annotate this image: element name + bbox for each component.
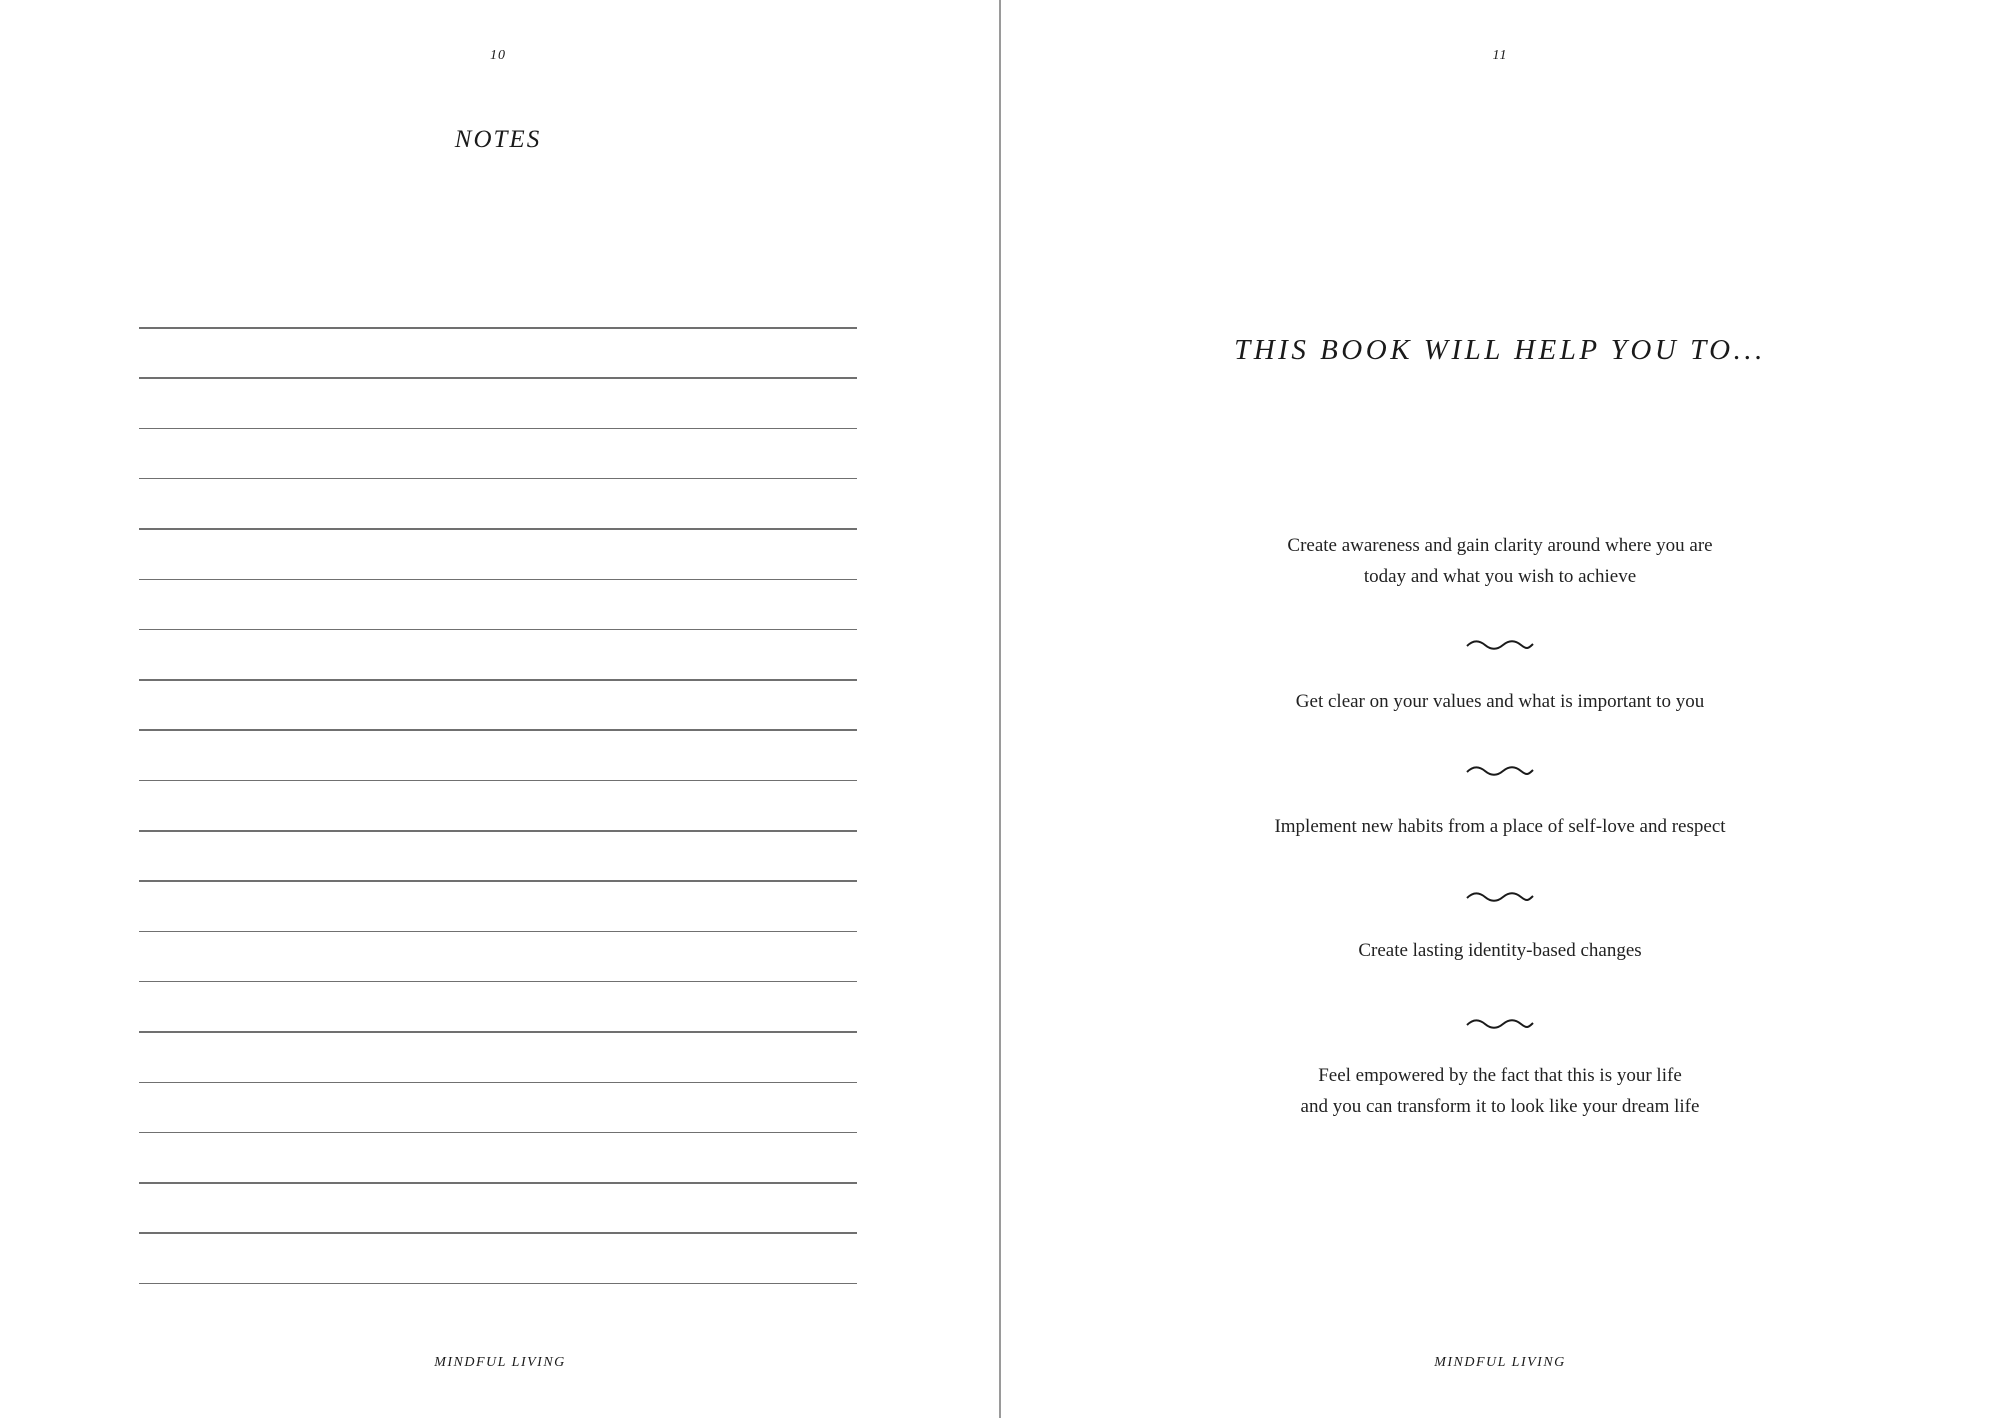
- notes-rule-line: [139, 377, 857, 379]
- benefit-1-line-1: Create awareness and gain clarity around where you are: [1287, 535, 1713, 556]
- benefit-item-3: [1000, 811, 2000, 842]
- notes-heading: [0, 126, 1000, 154]
- notes-rule-line: [139, 579, 857, 581]
- benefit-2-line-1: Get clear on your values and what is important to you: [1295, 691, 1705, 712]
- benefit-5-line-2: and you can transform it to look like your dream life: [1300, 1096, 1700, 1117]
- page-number-left-text: 10: [490, 48, 506, 63]
- benefit-5-line-1: Feel empowered by the fact that this is your life: [1318, 1065, 1682, 1086]
- benefit-item-5: [1000, 1060, 2000, 1122]
- notes-ruled-lines: [139, 327, 857, 1287]
- notes-rule-line: [139, 679, 857, 681]
- benefit-item-2: [1000, 686, 2000, 717]
- benefit-1-line-2: today and what you wish to achieve: [1363, 566, 1637, 587]
- wave-divider-icon: [1465, 764, 1535, 778]
- notes-rule-line: [139, 528, 857, 530]
- page-number-left: [0, 48, 1000, 64]
- notes-rule-line: [139, 1132, 857, 1134]
- wave-divider-icon: [1465, 890, 1535, 904]
- notes-rule-line: [139, 1182, 857, 1184]
- notes-rule-line: [139, 1232, 857, 1234]
- page-number-right-text: 11: [1492, 48, 1508, 63]
- wave-divider-icon: [1465, 1017, 1535, 1031]
- benefit-3-line-1: Implement new habits from a place of self-love and respect: [1274, 816, 1726, 837]
- notes-rule-line: [139, 981, 857, 983]
- notes-rule-line: [139, 428, 857, 430]
- notes-rule-line: [139, 780, 857, 782]
- notes-rule-line: [139, 478, 857, 480]
- notes-rule-line: [139, 327, 857, 329]
- benefit-item-4: [1000, 935, 2000, 966]
- footer-left: MINDFUL LIVING: [434, 1355, 566, 1370]
- notes-rule-line: [139, 629, 857, 631]
- notes-heading-text: NOTES: [454, 126, 542, 153]
- benefit-item-1: [1000, 530, 2000, 592]
- wave-divider-icon: [1465, 638, 1535, 652]
- notes-rule-line: [139, 1031, 857, 1033]
- notes-rule-line: [139, 1283, 857, 1285]
- notes-rule-line: [139, 931, 857, 933]
- footer-right: MINDFUL LIVING: [1434, 1355, 1566, 1370]
- notes-rule-line: [139, 1082, 857, 1084]
- book-purpose-heading: THIS BOOK WILL HELP YOU TO...: [1234, 334, 1766, 366]
- notes-rule-line: [139, 830, 857, 832]
- notes-rule-line: [139, 729, 857, 731]
- benefit-4-line-1: Create lasting identity-based changes: [1358, 940, 1642, 961]
- notes-rule-line: [139, 880, 857, 882]
- page-number-right: [1000, 48, 2000, 64]
- right-page: [1000, 0, 2000, 1418]
